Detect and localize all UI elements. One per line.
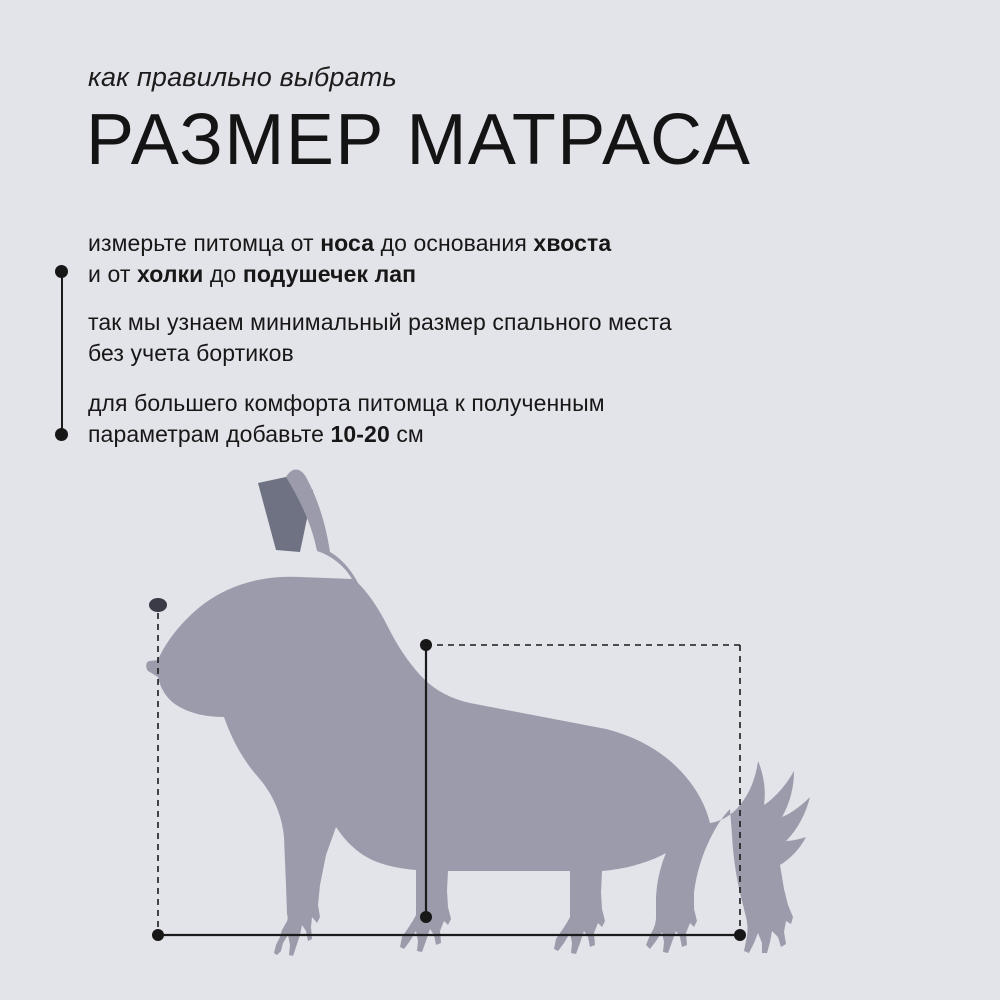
list-item-measure bbox=[88, 228, 908, 289]
list-item-minimum bbox=[88, 307, 908, 368]
dog-body-icon bbox=[146, 470, 810, 957]
list-item-comfort bbox=[88, 388, 908, 449]
illustration bbox=[0, 455, 1000, 1000]
measure-line-2: и от холки до подушечек лап bbox=[88, 260, 417, 287]
comfort-line-2: параметрам добавьте 10-20 см bbox=[88, 420, 424, 447]
kicker-text: как правильно выбрать bbox=[88, 62, 397, 92]
height-endpoint-bottom bbox=[420, 911, 432, 923]
comfort-line-1: для большего комфорта питомца к полученным bbox=[88, 390, 605, 417]
height-endpoint-top bbox=[420, 639, 432, 651]
length-endpoint-right bbox=[734, 929, 746, 941]
length-endpoint-left bbox=[152, 929, 164, 941]
bullet-connector-line bbox=[61, 272, 63, 435]
bullet-dot-bottom bbox=[55, 428, 68, 441]
minimum-line-1: так мы узнаем минимальный размер спального места bbox=[88, 309, 672, 336]
bullet-dot-top bbox=[55, 265, 68, 278]
page-title: РАЗМЕР МАТРАСА bbox=[86, 100, 752, 180]
minimum-line-2: без учета бортиков bbox=[88, 339, 294, 366]
measure-line-1: измерьте питомца от носа до основания хвоста bbox=[88, 230, 612, 256]
bullet-list bbox=[88, 228, 908, 463]
dog-nose-icon bbox=[149, 598, 167, 612]
